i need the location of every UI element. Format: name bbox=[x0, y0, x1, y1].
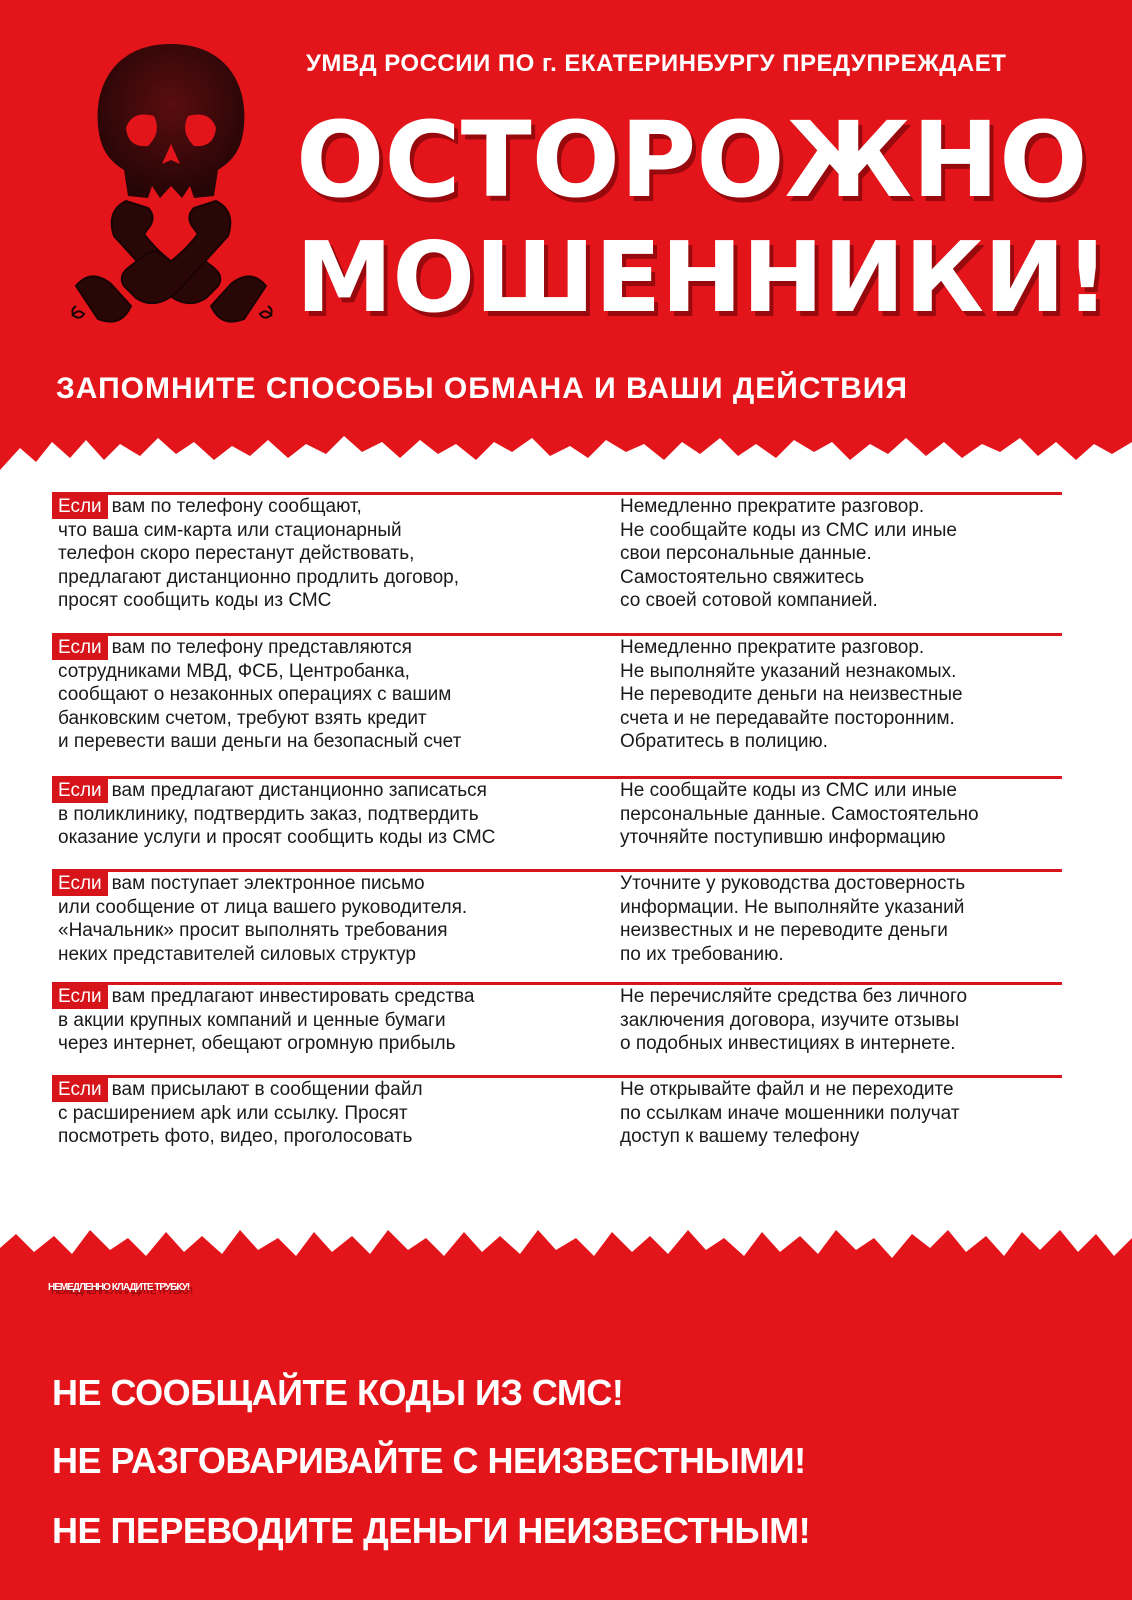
issuer-line: УМВД РОССИИ ПО г. ЕКАТЕРИНБУРГУ ПРЕДУПРЕЖДАЕТ bbox=[306, 50, 1007, 77]
scenario-row bbox=[52, 633, 1062, 776]
scenario-condition bbox=[52, 872, 606, 982]
action-text: Не перечисляйте средства без личного заключения договора, изучите отзывы о подобных инвестициях в интернете. bbox=[620, 986, 968, 1054]
if-badge: Если bbox=[52, 636, 108, 660]
hang-up-headline: НЕМЕДЛЕННО КЛАДИТЕ ТРУБКУ! bbox=[48, 1282, 190, 1293]
scenario-action bbox=[606, 1078, 1060, 1168]
scenario-row bbox=[52, 776, 1062, 869]
scenario-condition bbox=[52, 985, 606, 1075]
rule-no-talking-to-strangers: НЕ РАЗГОВАРИВАЙТЕ С НЕИЗВЕСТНЫМИ! bbox=[52, 1440, 806, 1481]
scenario-condition bbox=[52, 495, 606, 633]
scenario-condition bbox=[52, 1078, 606, 1168]
scenario-condition bbox=[52, 779, 606, 869]
scenario-row bbox=[52, 492, 1062, 633]
scenario-condition bbox=[52, 636, 606, 776]
condition-text: вам по телефону представляются сотрудниками МВД, ФСБ, Центробанка, сообщают о незаконных операциях с вашим банковским счетом, требуют взять кредит и перевести ваши деньги на безопасный счет bbox=[58, 637, 462, 752]
scenario-action bbox=[606, 779, 1060, 869]
action-text: Не сообщайте коды из СМС или иные персональные данные. Самостоятельно уточняйте поступившю информацию bbox=[620, 780, 979, 848]
title-line-1: ОСТОРОЖНО bbox=[296, 99, 1088, 221]
title-line-2: МОШЕННИКИ! bbox=[296, 221, 1110, 334]
rule-no-sms-codes: НЕ СООБЩАЙТЕ КОДЫ ИЗ СМС! bbox=[52, 1372, 624, 1413]
condition-text: вам поступает электронное письмо или сообщение от лица вашего руководителя. «Начальник» просит выполнять требования неких представителей силовых структур bbox=[58, 873, 468, 965]
condition-text: вам присылают в сообщении файл с расширением apk или ссылку. Просят посмотреть фото, видео, проголосовать bbox=[58, 1079, 423, 1147]
if-badge: Если bbox=[52, 779, 108, 803]
scenario-action bbox=[606, 985, 1060, 1075]
condition-text: вам предлагают инвестировать средства в акции крупных компаний и ценные бумаги через интернет, обещают огромную прибыль bbox=[58, 986, 475, 1054]
scenario-action bbox=[606, 636, 1060, 776]
action-text: Не открывайте файл и не переходите по ссылкам иначе мошенники получат доступ к вашему телефону bbox=[620, 1079, 960, 1147]
action-text: Уточните у руководства достоверность информации. Не выполняйте указаний неизвестных и не переводите деньги по их требованию. bbox=[620, 873, 966, 965]
action-text: Немедленно прекратите разговор. Не сообщайте коды из СМС или иные свои персональные данные. Самостоятельно свяжитесь со своей сотовой компанией. bbox=[620, 496, 957, 611]
if-badge: Если bbox=[52, 985, 108, 1009]
scenarios-table bbox=[52, 492, 1062, 1168]
skull-and-crossed-phones-icon bbox=[36, 36, 306, 336]
scenario-action bbox=[606, 495, 1060, 633]
condition-text: вам предлагают дистанционно записаться в поликлинику, подтвердить заказ, подтвердить оказание услуги и просят сообщить коды из СМС bbox=[58, 780, 496, 848]
if-badge: Если bbox=[52, 872, 108, 896]
action-text: Немедленно прекратите разговор. Не выполняйте указаний незнакомых. Не переводите деньги на неизвестные счета и не передавайте посторонним. Обратитесь в полицию. bbox=[620, 637, 963, 752]
subtitle: ЗАПОМНИТЕ СПОСОБЫ ОБМАНА И ВАШИ ДЕЙСТВИЯ bbox=[56, 372, 908, 405]
condition-text: вам по телефону сообщают, что ваша сим-карта или стационарный телефон скоро перестанут действовать, предлагают дистанционно продлить договор, просят сообщить коды из СМС bbox=[58, 496, 459, 611]
if-badge: Если bbox=[52, 495, 108, 519]
scenario-row bbox=[52, 982, 1062, 1075]
scenario-row bbox=[52, 1075, 1062, 1168]
scenario-action bbox=[606, 872, 1060, 982]
if-badge: Если bbox=[52, 1078, 108, 1102]
rule-no-money-transfers: НЕ ПЕРЕВОДИТЕ ДЕНЬГИ НЕИЗВЕСТНЫМ! bbox=[52, 1510, 811, 1551]
scenario-row bbox=[52, 869, 1062, 982]
